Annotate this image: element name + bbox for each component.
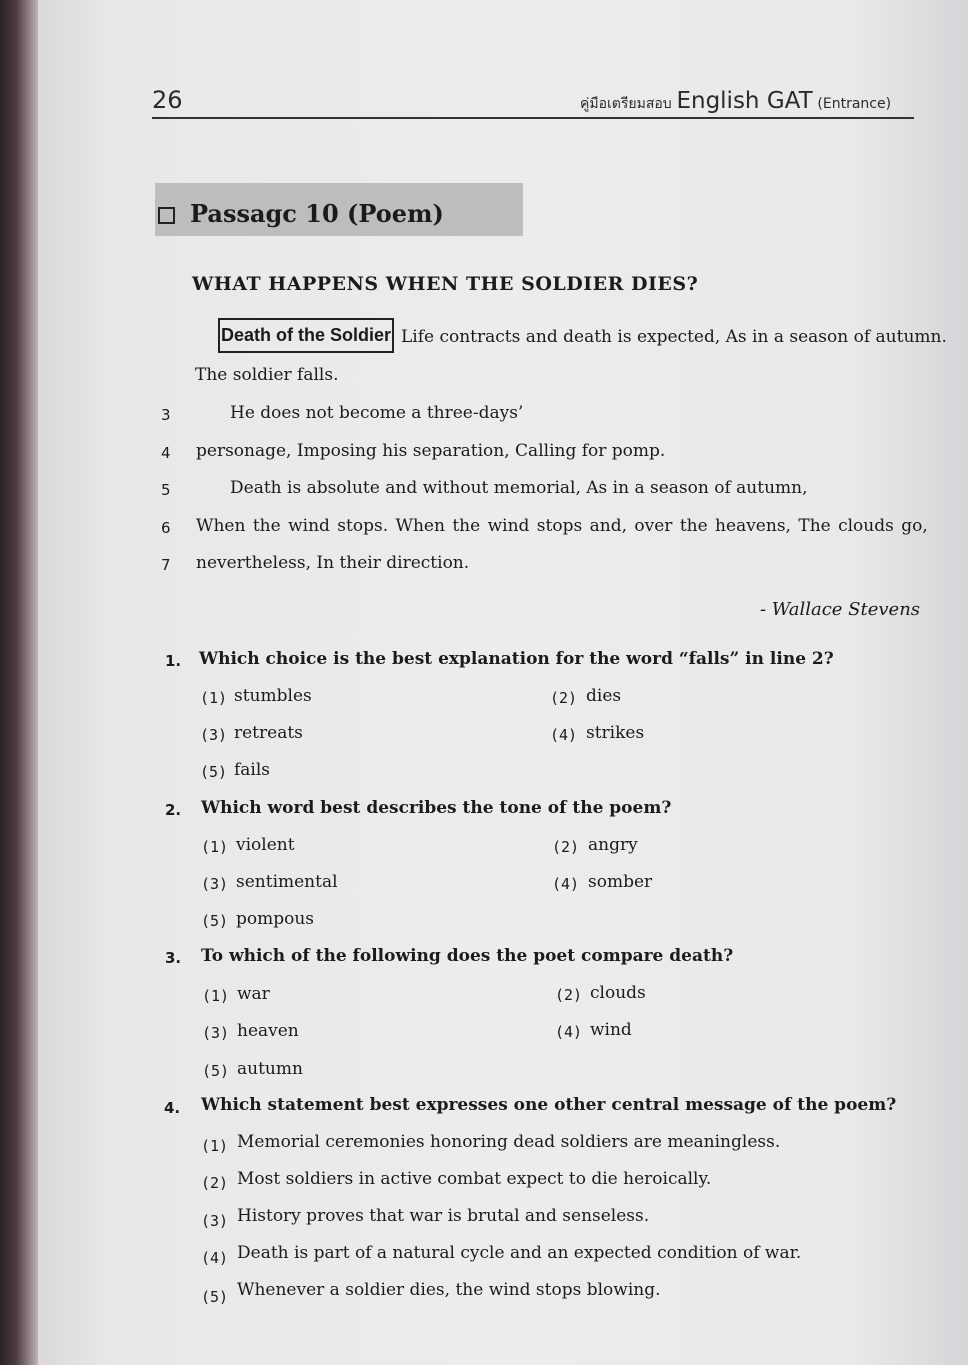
option-text[interactable]: clouds bbox=[590, 983, 646, 1003]
question-number: 1. bbox=[165, 652, 182, 670]
passage-title: Passagc 10 (Poem) bbox=[190, 199, 444, 228]
option-number: (5) bbox=[201, 912, 229, 930]
option-number: (2) bbox=[550, 689, 578, 707]
option-number: (5) bbox=[201, 1288, 229, 1306]
option-text[interactable]: retreats bbox=[234, 723, 303, 743]
header-rule bbox=[152, 117, 914, 119]
option-text[interactable]: Death is part of a natural cycle and an expected condition of war. bbox=[237, 1243, 802, 1263]
option-number: (2) bbox=[552, 838, 580, 856]
question-number: 3. bbox=[165, 949, 182, 967]
option-number: (5) bbox=[202, 1062, 230, 1080]
option-text[interactable]: pompous bbox=[236, 909, 315, 929]
poem-author: - Wallace Stevens bbox=[760, 599, 921, 620]
poem-line-1: Life contracts and death is expected, As in a season of autumn. bbox=[401, 327, 947, 347]
poem-line-4: personage, Imposing his separation, Calling for pomp. bbox=[196, 441, 666, 461]
poem-line-3: He does not become a three-days’ bbox=[230, 403, 524, 423]
option-text[interactable]: Most soldiers in active combat expect to die heroically. bbox=[237, 1169, 712, 1189]
option-text[interactable]: angry bbox=[588, 835, 638, 855]
option-text[interactable]: heaven bbox=[237, 1021, 299, 1041]
poem-title-box: Death of the Soldier bbox=[218, 318, 394, 353]
option-text[interactable]: Whenever a soldier dies, the wind stops blowing. bbox=[237, 1280, 661, 1300]
option-text[interactable]: strikes bbox=[586, 723, 645, 743]
option-number: (4) bbox=[555, 1023, 583, 1041]
option-text[interactable]: violent bbox=[236, 835, 295, 855]
book-title-thai: คู่มือเตรียมสอบ bbox=[580, 96, 672, 112]
option-text[interactable]: war bbox=[237, 984, 270, 1004]
line-number: 3 bbox=[161, 406, 171, 424]
checkbox-square-icon bbox=[158, 207, 175, 224]
option-text[interactable]: fails bbox=[234, 760, 271, 780]
option-number: (4) bbox=[201, 1249, 229, 1267]
line-number: 5 bbox=[161, 481, 171, 499]
line-number: 6 bbox=[161, 519, 171, 537]
poem-line-7: nevertheless, In their direction. bbox=[196, 553, 470, 573]
book-title: English GAT bbox=[676, 88, 813, 114]
option-number: (3) bbox=[200, 726, 228, 744]
poem-line-6: When the wind stops. When the wind stops and, over the heavens, The clouds go, bbox=[196, 516, 928, 536]
option-number: (5) bbox=[200, 763, 228, 781]
option-number: (2) bbox=[201, 1174, 229, 1192]
option-text[interactable]: dies bbox=[586, 686, 622, 706]
question-text: Which statement best expresses one other central message of the poem? bbox=[201, 1095, 897, 1115]
question-text: Which word best describes the tone of the poem? bbox=[201, 798, 672, 818]
option-text[interactable]: stumbles bbox=[234, 686, 312, 706]
question-number: 4. bbox=[164, 1099, 181, 1117]
option-number: (4) bbox=[552, 875, 580, 893]
poem-line-2: The soldier falls. bbox=[195, 365, 339, 385]
option-text[interactable]: somber bbox=[588, 872, 653, 892]
page-number: 26 bbox=[152, 86, 183, 114]
option-number: (1) bbox=[201, 1137, 229, 1155]
option-text[interactable]: wind bbox=[590, 1020, 632, 1040]
question-number: 2. bbox=[165, 801, 182, 819]
option-number: (3) bbox=[201, 1212, 229, 1230]
line-number: 4 bbox=[161, 444, 171, 462]
running-header bbox=[580, 88, 891, 115]
option-number: (1) bbox=[201, 838, 229, 856]
line-number: 7 bbox=[161, 556, 171, 574]
option-text[interactable]: History proves that war is brutal and senseless. bbox=[237, 1206, 650, 1226]
book-subtitle: (Entrance) bbox=[817, 96, 892, 112]
question-text: To which of the following does the poet compare death? bbox=[201, 946, 734, 966]
poem-line-5: Death is absolute and without memorial, As in a season of autumn, bbox=[230, 478, 808, 498]
option-text[interactable]: Memorial ceremonies honoring dead soldiers are meaningless. bbox=[237, 1132, 781, 1152]
option-text[interactable]: autumn bbox=[237, 1059, 303, 1079]
book-spine-edge bbox=[0, 0, 40, 1365]
option-number: (3) bbox=[202, 1024, 230, 1042]
question-text: Which choice is the best explanation for the word “falls” in line 2? bbox=[199, 649, 834, 669]
option-number: (1) bbox=[202, 987, 230, 1005]
option-number: (2) bbox=[555, 986, 583, 1004]
option-number: (1) bbox=[200, 689, 228, 707]
option-number: (4) bbox=[550, 726, 578, 744]
option-text[interactable]: sentimental bbox=[236, 872, 338, 892]
poem-question-heading: WHAT HAPPENS WHEN THE SOLDIER DIES? bbox=[192, 273, 699, 295]
option-number: (3) bbox=[201, 875, 229, 893]
